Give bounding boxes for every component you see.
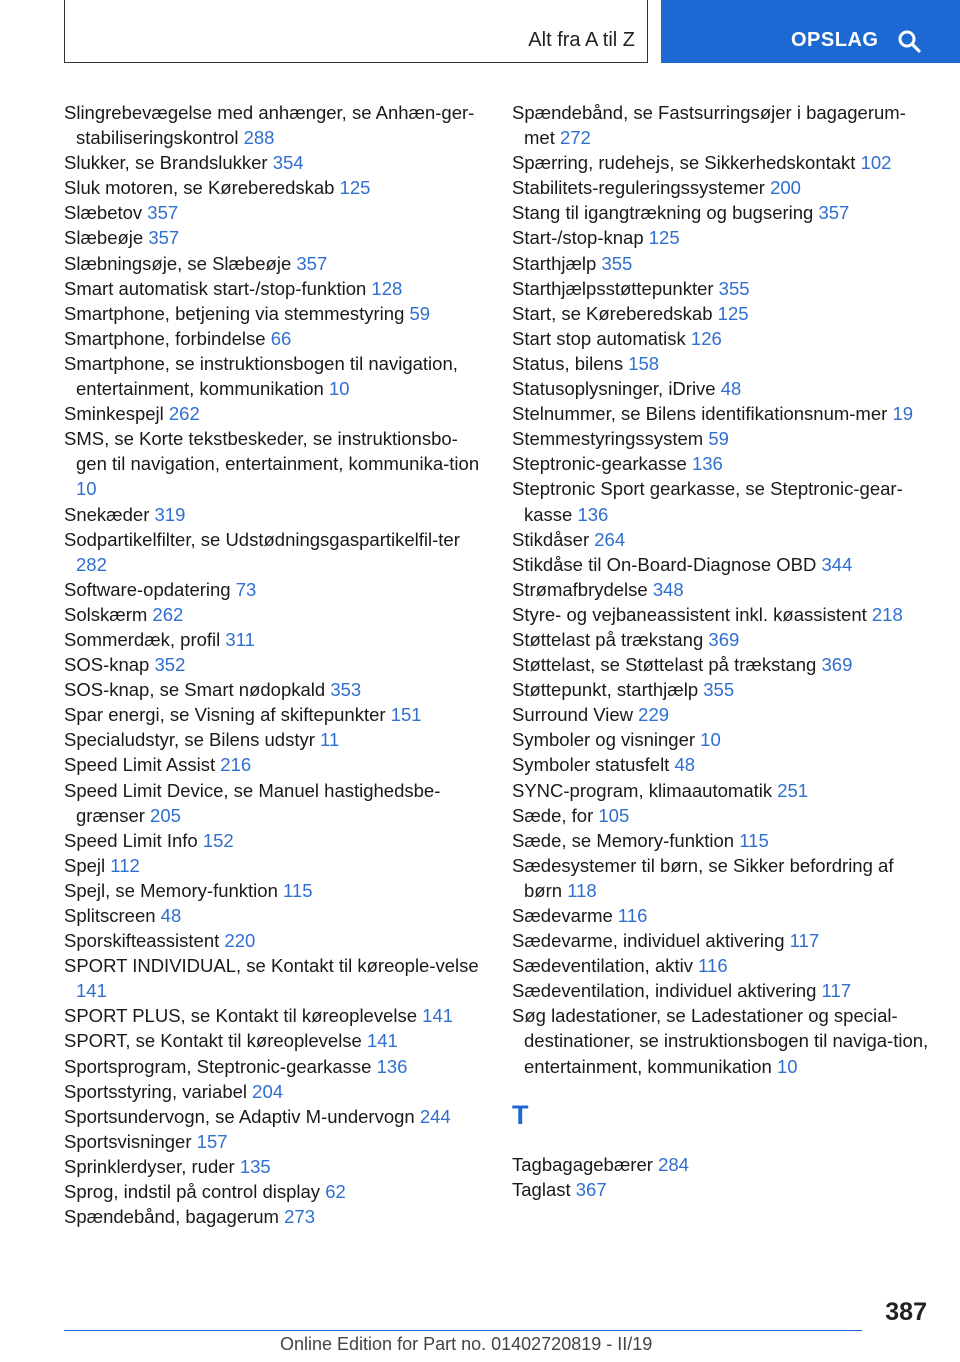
index-entry: [64, 200, 484, 225]
index-entry-page-link[interactable]: 125: [648, 227, 680, 249]
index-entry-page-link[interactable]: 126: [690, 327, 722, 349]
index-entry: [512, 251, 932, 276]
index-entry-text: SOS-knap, se Smart nødopkald: [64, 679, 326, 701]
index-entry-page-link[interactable]: 48: [160, 905, 182, 926]
index-entry-page-link[interactable]: 288: [243, 127, 275, 149]
index-entry-text: Sminkespejl: [64, 403, 164, 425]
index-entry-text: Spejl, se Memory-funktion: [64, 879, 278, 901]
index-entry-page-link[interactable]: 59: [409, 302, 431, 324]
index-entry: [64, 175, 484, 200]
index-entry-text: Start, se Køreberedskab: [512, 302, 713, 324]
index-entry-text: Støttelast, se Støttelast på trækstang: [512, 654, 817, 676]
index-entry-page-link[interactable]: 311: [225, 628, 255, 650]
index-entry: [512, 928, 932, 953]
index-entry-text: Solskærm: [64, 603, 148, 625]
index-entry-page-link[interactable]: 125: [339, 177, 371, 199]
index-entry: [64, 1003, 484, 1028]
index-entry-page-link[interactable]: 357: [818, 202, 850, 224]
index-entry: [512, 602, 932, 627]
index-entry-page-link[interactable]: 117: [821, 980, 852, 1002]
index-entry-page-link[interactable]: 251: [777, 779, 809, 801]
index-entry-page-link[interactable]: 244: [419, 1105, 451, 1127]
index-entry-text: Spejl: [64, 854, 106, 876]
index-entry-text: Software-opdatering: [64, 578, 231, 600]
index-entry-text: Sluk motoren, se Køreberedskab: [64, 177, 335, 199]
index-entry: [64, 527, 484, 577]
index-entry-page-link[interactable]: 141: [76, 980, 107, 1002]
index-entry-page-link[interactable]: 200: [770, 177, 801, 199]
index-entry-text: Spærring, rudehejs, se Sikkerhedskontakt: [512, 152, 856, 174]
search-icon[interactable]: [897, 29, 921, 53]
index-entry-text: Sædevarme, individuel aktivering: [512, 930, 785, 952]
index-entry-page-link[interactable]: 102: [860, 152, 892, 174]
index-entry: [64, 1129, 484, 1154]
index-entry-page-link[interactable]: 273: [284, 1206, 315, 1228]
index-entry: [64, 727, 484, 752]
index-entry-text: Sprog, indstil på control display: [64, 1181, 321, 1203]
index-entry: [64, 251, 484, 276]
index-entry-text: Spændebånd, bagagerum: [64, 1206, 279, 1228]
index-entry-page-link[interactable]: 152: [202, 829, 234, 851]
index-entry-page-link[interactable]: 10: [700, 729, 721, 751]
index-entry: [512, 175, 932, 200]
index-entry-text: Smartphone, forbindelse: [64, 327, 266, 349]
index-entry: [512, 225, 932, 250]
index-entry: [64, 150, 484, 175]
index-entry: [64, 577, 484, 602]
index-entry-page-link[interactable]: 118: [567, 879, 597, 901]
index-entry-text: Stikdåse til On-Board-Diagnose OBD: [512, 553, 817, 575]
index-entry: [64, 928, 484, 953]
index-entry-text: Sæde, for: [512, 804, 594, 826]
index-entry: [64, 627, 484, 652]
index-entry: [64, 652, 484, 677]
index-entry: [64, 426, 484, 501]
index-entry-page-link[interactable]: 357: [147, 202, 179, 224]
index-entry-page-link[interactable]: 262: [152, 603, 184, 625]
index-entry-text: Slæbningsøje, se Slæbeøje: [64, 252, 292, 274]
index-entry-text: Speed Limit Device, se Manuel hastighedsbe‐grænser: [64, 779, 441, 826]
index-entry: [512, 853, 932, 903]
index-entry: [64, 752, 484, 777]
index-left-column: [64, 100, 484, 1229]
index-entry-text: Sportsundervogn, se Adaptiv M-undervogn: [64, 1105, 415, 1127]
index-entry: [512, 978, 932, 1003]
index-entry-page-link[interactable]: 116: [617, 905, 648, 926]
index-entry-page-link[interactable]: 112: [110, 854, 140, 876]
index-entry-text: Symboler statusfelt: [512, 754, 670, 776]
index-entry: [64, 828, 484, 853]
index-entry-page-link[interactable]: 136: [691, 453, 723, 475]
index-entry: [512, 752, 932, 777]
index-entry: [512, 953, 932, 978]
index-entry-page-link[interactable]: 220: [224, 930, 256, 952]
index-entry-page-link[interactable]: 157: [196, 1130, 228, 1152]
index-entry-text: SOS-knap: [64, 654, 150, 676]
index-entry: [64, 326, 484, 351]
index-entry-text: Taglast: [512, 1178, 571, 1200]
index-entry-page-link[interactable]: 128: [371, 277, 403, 299]
index-entry-text: SMS, se Korte tekstbeskeder, se instruktionsbo‐gen til navigation, entertainment, kommunika‐tion: [64, 428, 480, 475]
index-entry: [512, 351, 932, 376]
index-entry-text: Spar energi, se Visning af skiftepunkter: [64, 704, 386, 726]
index-entry-text: Styre- og vejbaneassistent inkl. køassistent: [512, 603, 867, 625]
index-entry-text: Stang til igangtrækning og bugsering: [512, 202, 814, 224]
index-entry: [512, 552, 932, 577]
index-entry-text: Statusoplysninger, iDrive: [512, 378, 716, 400]
index-entry: [512, 702, 932, 727]
index-entry-text: Støttepunkt, starthjælp: [512, 679, 699, 701]
index-entry: [64, 502, 484, 527]
index-entry-text: Stelnummer, se Bilens identifikationsnum‐mer: [512, 403, 888, 425]
index-entry-page-link[interactable]: 73: [235, 578, 257, 600]
index-entry: [64, 602, 484, 627]
index-entry-page-link[interactable]: 354: [272, 152, 304, 174]
index-entry: [512, 727, 932, 752]
index-entry-page-link[interactable]: 151: [390, 704, 422, 726]
index-entry: [64, 1179, 484, 1204]
index-entry: [64, 1154, 484, 1179]
index-entry-page-link[interactable]: 355: [601, 252, 633, 274]
index-entry: [512, 426, 932, 451]
index-entry-page-link[interactable]: 116: [698, 955, 728, 977]
index-entry: [64, 276, 484, 301]
index-entry-page-link[interactable]: 353: [330, 679, 362, 701]
index-entry-page-link[interactable]: 136: [577, 503, 609, 525]
index-entry-page-link[interactable]: 218: [871, 603, 903, 625]
index-entry-page-link[interactable]: 10: [328, 378, 350, 400]
index-entry-page-link[interactable]: 10: [76, 478, 97, 500]
index-entry-text: Start stop automatisk: [512, 327, 686, 349]
index-entry-page-link[interactable]: 115: [739, 829, 769, 851]
index-entry-page-link[interactable]: 216: [220, 754, 252, 776]
index-entry-page-link[interactable]: 348: [652, 578, 684, 600]
index-entry-page-link[interactable]: 357: [296, 252, 328, 274]
index-entry: [512, 476, 932, 526]
index-entry-text: Slæbeøje: [64, 227, 144, 249]
index-entry: [512, 451, 932, 476]
index-entry-text: Snekæder: [64, 503, 150, 525]
index-entry-text: Støttelast på trækstang: [512, 628, 704, 650]
index-entry-text: Specialudstyr, se Bilens udstyr: [64, 729, 315, 751]
index-entry-text: Sædeventilation, aktiv: [512, 955, 693, 977]
header-section-box: [64, 0, 648, 63]
index-entry: [512, 401, 932, 426]
index-entry-page-link[interactable]: 48: [720, 378, 742, 400]
index-entry: [512, 652, 932, 677]
index-entry: [512, 527, 932, 552]
index-entry: [512, 200, 932, 225]
index-entry: [512, 803, 932, 828]
index-entry-page-link[interactable]: 262: [168, 403, 200, 425]
index-entry-page-link[interactable]: 282: [76, 553, 107, 575]
section-title: Alt fra A til Z: [528, 29, 635, 51]
index-entry-text: Steptronic-gearkasse: [512, 453, 687, 475]
index-entry: [64, 351, 484, 401]
index-entry: [64, 778, 484, 828]
index-entry: [64, 225, 484, 250]
index-entry: [64, 853, 484, 878]
index-entry: [64, 1104, 484, 1129]
index-entry: [64, 401, 484, 426]
index-entry-text: Symboler og visninger: [512, 729, 696, 751]
index-entry: [64, 677, 484, 702]
index-entry-text: Sædesystemer til børn, se Sikker befordring af børn: [512, 854, 894, 901]
index-entry-page-link[interactable]: 59: [708, 428, 729, 450]
index-entry: [512, 276, 932, 301]
index-entry-page-link[interactable]: 355: [718, 277, 750, 299]
index-entry-text: Søg ladestationer, se Ladestationer og special‐destinationer, se instruktionsbogen til naviga‐tion, entertainment, kommunikation: [512, 1005, 929, 1077]
index-entry-page-link[interactable]: 319: [154, 503, 186, 525]
index-right-column: [512, 100, 932, 1202]
index-entry: [64, 301, 484, 326]
index-entry-text: Speed Limit Assist: [64, 754, 216, 776]
index-entry: [512, 301, 932, 326]
index-entry-text: Sommerdæk, profil: [64, 628, 221, 650]
index-entry-text: Strømafbrydelse: [512, 578, 648, 600]
index-entry: [512, 326, 932, 351]
index-entry-page-link[interactable]: 10: [776, 1055, 798, 1077]
index-t-entries: [512, 1152, 932, 1202]
index-entry-text: Starthjælp: [512, 252, 597, 274]
index-entry: [512, 100, 932, 150]
index-entry-text: SYNC-program, klimaautomatik: [512, 779, 773, 801]
index-entry-text: Stikdåser: [512, 528, 590, 550]
index-entry: [64, 100, 484, 150]
index-entry: [64, 1204, 484, 1229]
index-entry-text: Slæbetov: [64, 202, 143, 224]
footer-divider: [64, 1330, 862, 1331]
page-number: 387: [885, 1298, 927, 1326]
index-entry-page-link[interactable]: 369: [821, 654, 853, 676]
index-entry: [64, 1079, 484, 1104]
index-entry-text: Start-/stop-knap: [512, 227, 644, 249]
index-entry-page-link[interactable]: 355: [703, 679, 735, 701]
index-entry-text: Tagbagagebærer: [512, 1153, 653, 1175]
opslag-tab-label: OPSLAG: [791, 29, 879, 51]
index-entry: [64, 702, 484, 727]
index-entry: [512, 1003, 932, 1078]
index-entry-text: Speed Limit Info: [64, 829, 198, 851]
footer-edition-text: Online Edition for Part no. 01402720819 - II/19: [280, 1334, 653, 1354]
index-entry: [512, 577, 932, 602]
index-entry-page-link[interactable]: 205: [150, 804, 181, 826]
index-entry: [64, 1054, 484, 1079]
index-entry: [512, 627, 932, 652]
index-entry-text: Smartphone, se instruktionsbogen til navigation, entertainment, kommunikation: [64, 352, 458, 400]
index-entry: [512, 376, 932, 401]
index-entry-text: SPORT PLUS, se Kontakt til køreoplevelse: [64, 1005, 418, 1027]
index-entry-page-link[interactable]: 204: [252, 1080, 284, 1102]
index-entry-text: Sportsprogram, Steptronic-gearkasse: [64, 1055, 372, 1077]
index-entry-text: Slingrebevægelse med anhænger, se Anhæn‐ger-stabiliseringskontrol: [64, 102, 475, 149]
index-entry-page-link[interactable]: 11: [320, 729, 340, 751]
index-entry-page-link[interactable]: 19: [892, 403, 914, 425]
index-entry-text: Sodpartikelfilter, se Udstødningsgaspartikelfil‐ter: [64, 528, 460, 550]
index-entry: [512, 778, 932, 803]
index-entry-page-link[interactable]: 229: [638, 704, 670, 726]
index-entry-page-link[interactable]: 369: [708, 628, 740, 650]
index-entry-page-link[interactable]: 135: [239, 1155, 271, 1177]
section-letter-heading: T: [512, 1099, 529, 1130]
index-entry: [512, 828, 932, 853]
index-entry-text: Starthjælpsstøttepunkter: [512, 277, 714, 299]
index-entry-text: Splitscreen: [64, 905, 156, 926]
index-entry-page-link[interactable]: 105: [598, 804, 630, 826]
index-entry: [512, 677, 932, 702]
index-entry-text: Status, bilens: [512, 352, 624, 374]
index-entry: [64, 878, 484, 903]
index-entry-text: Sporskifteassistent: [64, 930, 220, 952]
index-entry-page-link[interactable]: 141: [422, 1005, 454, 1027]
index-entry-page-link[interactable]: 284: [658, 1153, 689, 1175]
index-entry-page-link[interactable]: 136: [376, 1055, 408, 1077]
index-entry-text: Smartphone, betjening via stemmestyring: [64, 302, 405, 324]
index-entry-text: SPORT, se Kontakt til køreoplevelse: [64, 1030, 362, 1052]
index-entry-page-link[interactable]: 158: [628, 352, 660, 374]
index-entry-page-link[interactable]: 48: [674, 754, 696, 776]
index-entry: [512, 903, 932, 928]
index-entry-text: Smart automatisk start-/stop-funktion: [64, 277, 367, 299]
index-entry-text: Surround View: [512, 704, 634, 726]
index-entry-page-link[interactable]: 352: [154, 654, 186, 676]
index-entry-page-link[interactable]: 357: [148, 227, 180, 249]
index-entry-page-link[interactable]: 62: [325, 1181, 346, 1203]
index-entry-page-link[interactable]: 141: [366, 1030, 398, 1052]
index-entry: [64, 903, 484, 928]
index-entry-page-link[interactable]: 115: [283, 879, 313, 901]
index-entry-text: Stabilitets-reguleringssystemer: [512, 177, 765, 199]
index-entry-text: Spændebånd, se Fastsurringsøjer i bagagerum‐met: [512, 102, 906, 149]
index-entry-page-link[interactable]: 66: [270, 327, 292, 349]
index-entry-text: Sædevarme: [512, 905, 613, 926]
index-entry: [64, 953, 484, 1003]
index-entry-page-link[interactable]: 344: [821, 553, 853, 575]
index-entry-text: Sprinklerdyser, ruder: [64, 1155, 235, 1177]
index-entry-text: Sædeventilation, individuel aktivering: [512, 980, 817, 1002]
index-entry-text: Sæde, se Memory-funktion: [512, 829, 735, 851]
index-entry-text: Slukker, se Brandslukker: [64, 152, 268, 174]
index-entry-text: Steptronic Sport gearkasse, se Steptronic-gear‐kasse: [512, 478, 903, 525]
index-entry-text: Sportsstyring, variabel: [64, 1080, 248, 1102]
index-right-entries: [512, 100, 932, 1079]
index-entry-text: Sportsvisninger: [64, 1130, 192, 1152]
index-entry-page-link[interactable]: 264: [594, 528, 626, 550]
index-entry-page-link[interactable]: 125: [717, 302, 749, 324]
index-entry-text: SPORT INDIVIDUAL, se Kontakt til køreople‐velse: [64, 955, 479, 977]
index-entry: [512, 1152, 932, 1177]
index-entry-page-link[interactable]: 367: [575, 1178, 607, 1200]
index-entry-text: Stemmestyringssystem: [512, 428, 704, 450]
index-entry: [64, 1028, 484, 1053]
index-entry: [512, 1177, 932, 1202]
index-entry: [512, 150, 932, 175]
index-entry-page-link[interactable]: 117: [789, 930, 820, 952]
opslag-tab[interactable]: [661, 0, 960, 63]
index-entry-page-link[interactable]: 272: [559, 127, 591, 149]
